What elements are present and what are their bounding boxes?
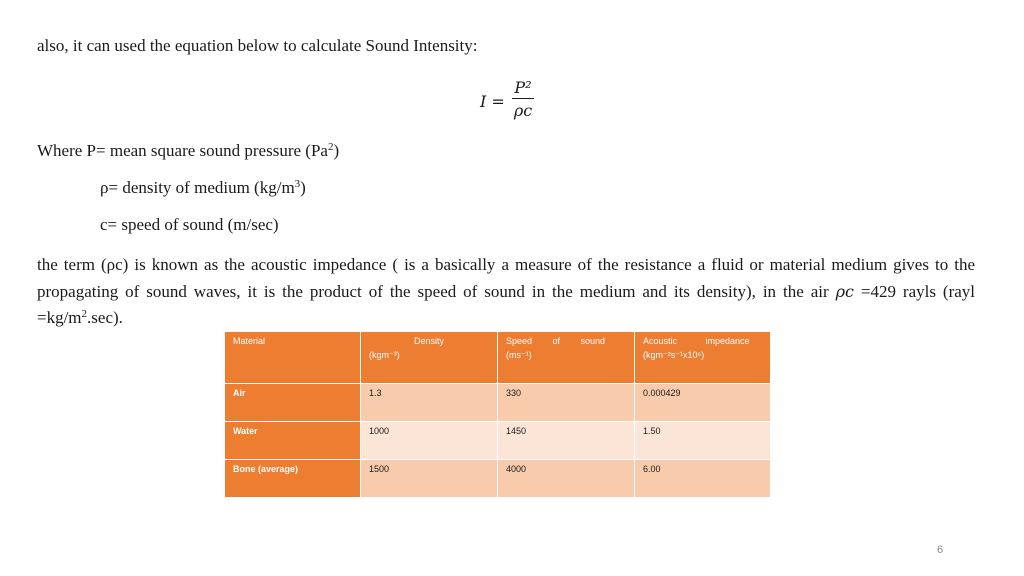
header-impedance: Acoustic impedance (kgm⁻²s⁻¹x10⁶): [635, 332, 771, 384]
where-pressure: Where P= mean square sound pressure (Pa$^2$): [37, 141, 340, 160]
intro-text: also, it can used the equation below to calculate Sound Intensity:: [37, 36, 478, 55]
rho-c-symbol: ρc: [835, 281, 854, 301]
equation-fraction: [512, 78, 534, 120]
fraction-bar: [512, 98, 534, 99]
sound-intensity-equation: [480, 78, 540, 128]
cell-material: Bone (average): [225, 460, 361, 498]
cell-density: 1000: [361, 422, 498, 460]
cell-speed: 4000: [498, 460, 635, 498]
page-number: 6: [937, 544, 944, 556]
cell-material: Air: [225, 384, 361, 422]
header-speed: Speed of sound (ms⁻¹): [498, 332, 635, 384]
cell-speed: 1450: [498, 422, 635, 460]
cell-impedance: 0.000429: [635, 384, 771, 422]
cell-density: 1500: [361, 460, 498, 498]
where-speed: c= speed of sound (m/sec): [100, 215, 279, 234]
table-header-row: [225, 332, 771, 384]
cell-material: Water: [225, 422, 361, 460]
cell-impedance: 1.50: [635, 422, 771, 460]
header-density: Density (kgm⁻³): [361, 332, 498, 384]
header-material: Material: [225, 332, 361, 384]
equation-denominator: ρc: [513, 101, 533, 120]
acoustic-impedance-paragraph: the term (ρc) is known as the acoustic impedance ( is a basically a measure of the resistance a fluid or material medium gives to the propagating of sound waves, it is the product of the speed of sound in the medium and its density), in the air ρc =429 rayls (rayl $=kg/m^2.\sec$).: [37, 255, 976, 327]
cell-density: 1.3: [361, 384, 498, 422]
table-row: [225, 422, 771, 460]
equation-numerator: P²: [514, 78, 532, 97]
cell-speed: 330: [498, 384, 635, 422]
where-density: ρ= density of medium $(kg/m^3)$: [100, 178, 306, 197]
acoustic-properties-table: [224, 331, 771, 498]
cell-impedance: 6.00: [635, 460, 771, 498]
equation-lhs: I =: [480, 92, 505, 111]
table-row: [225, 460, 771, 498]
table-row: [225, 384, 771, 422]
